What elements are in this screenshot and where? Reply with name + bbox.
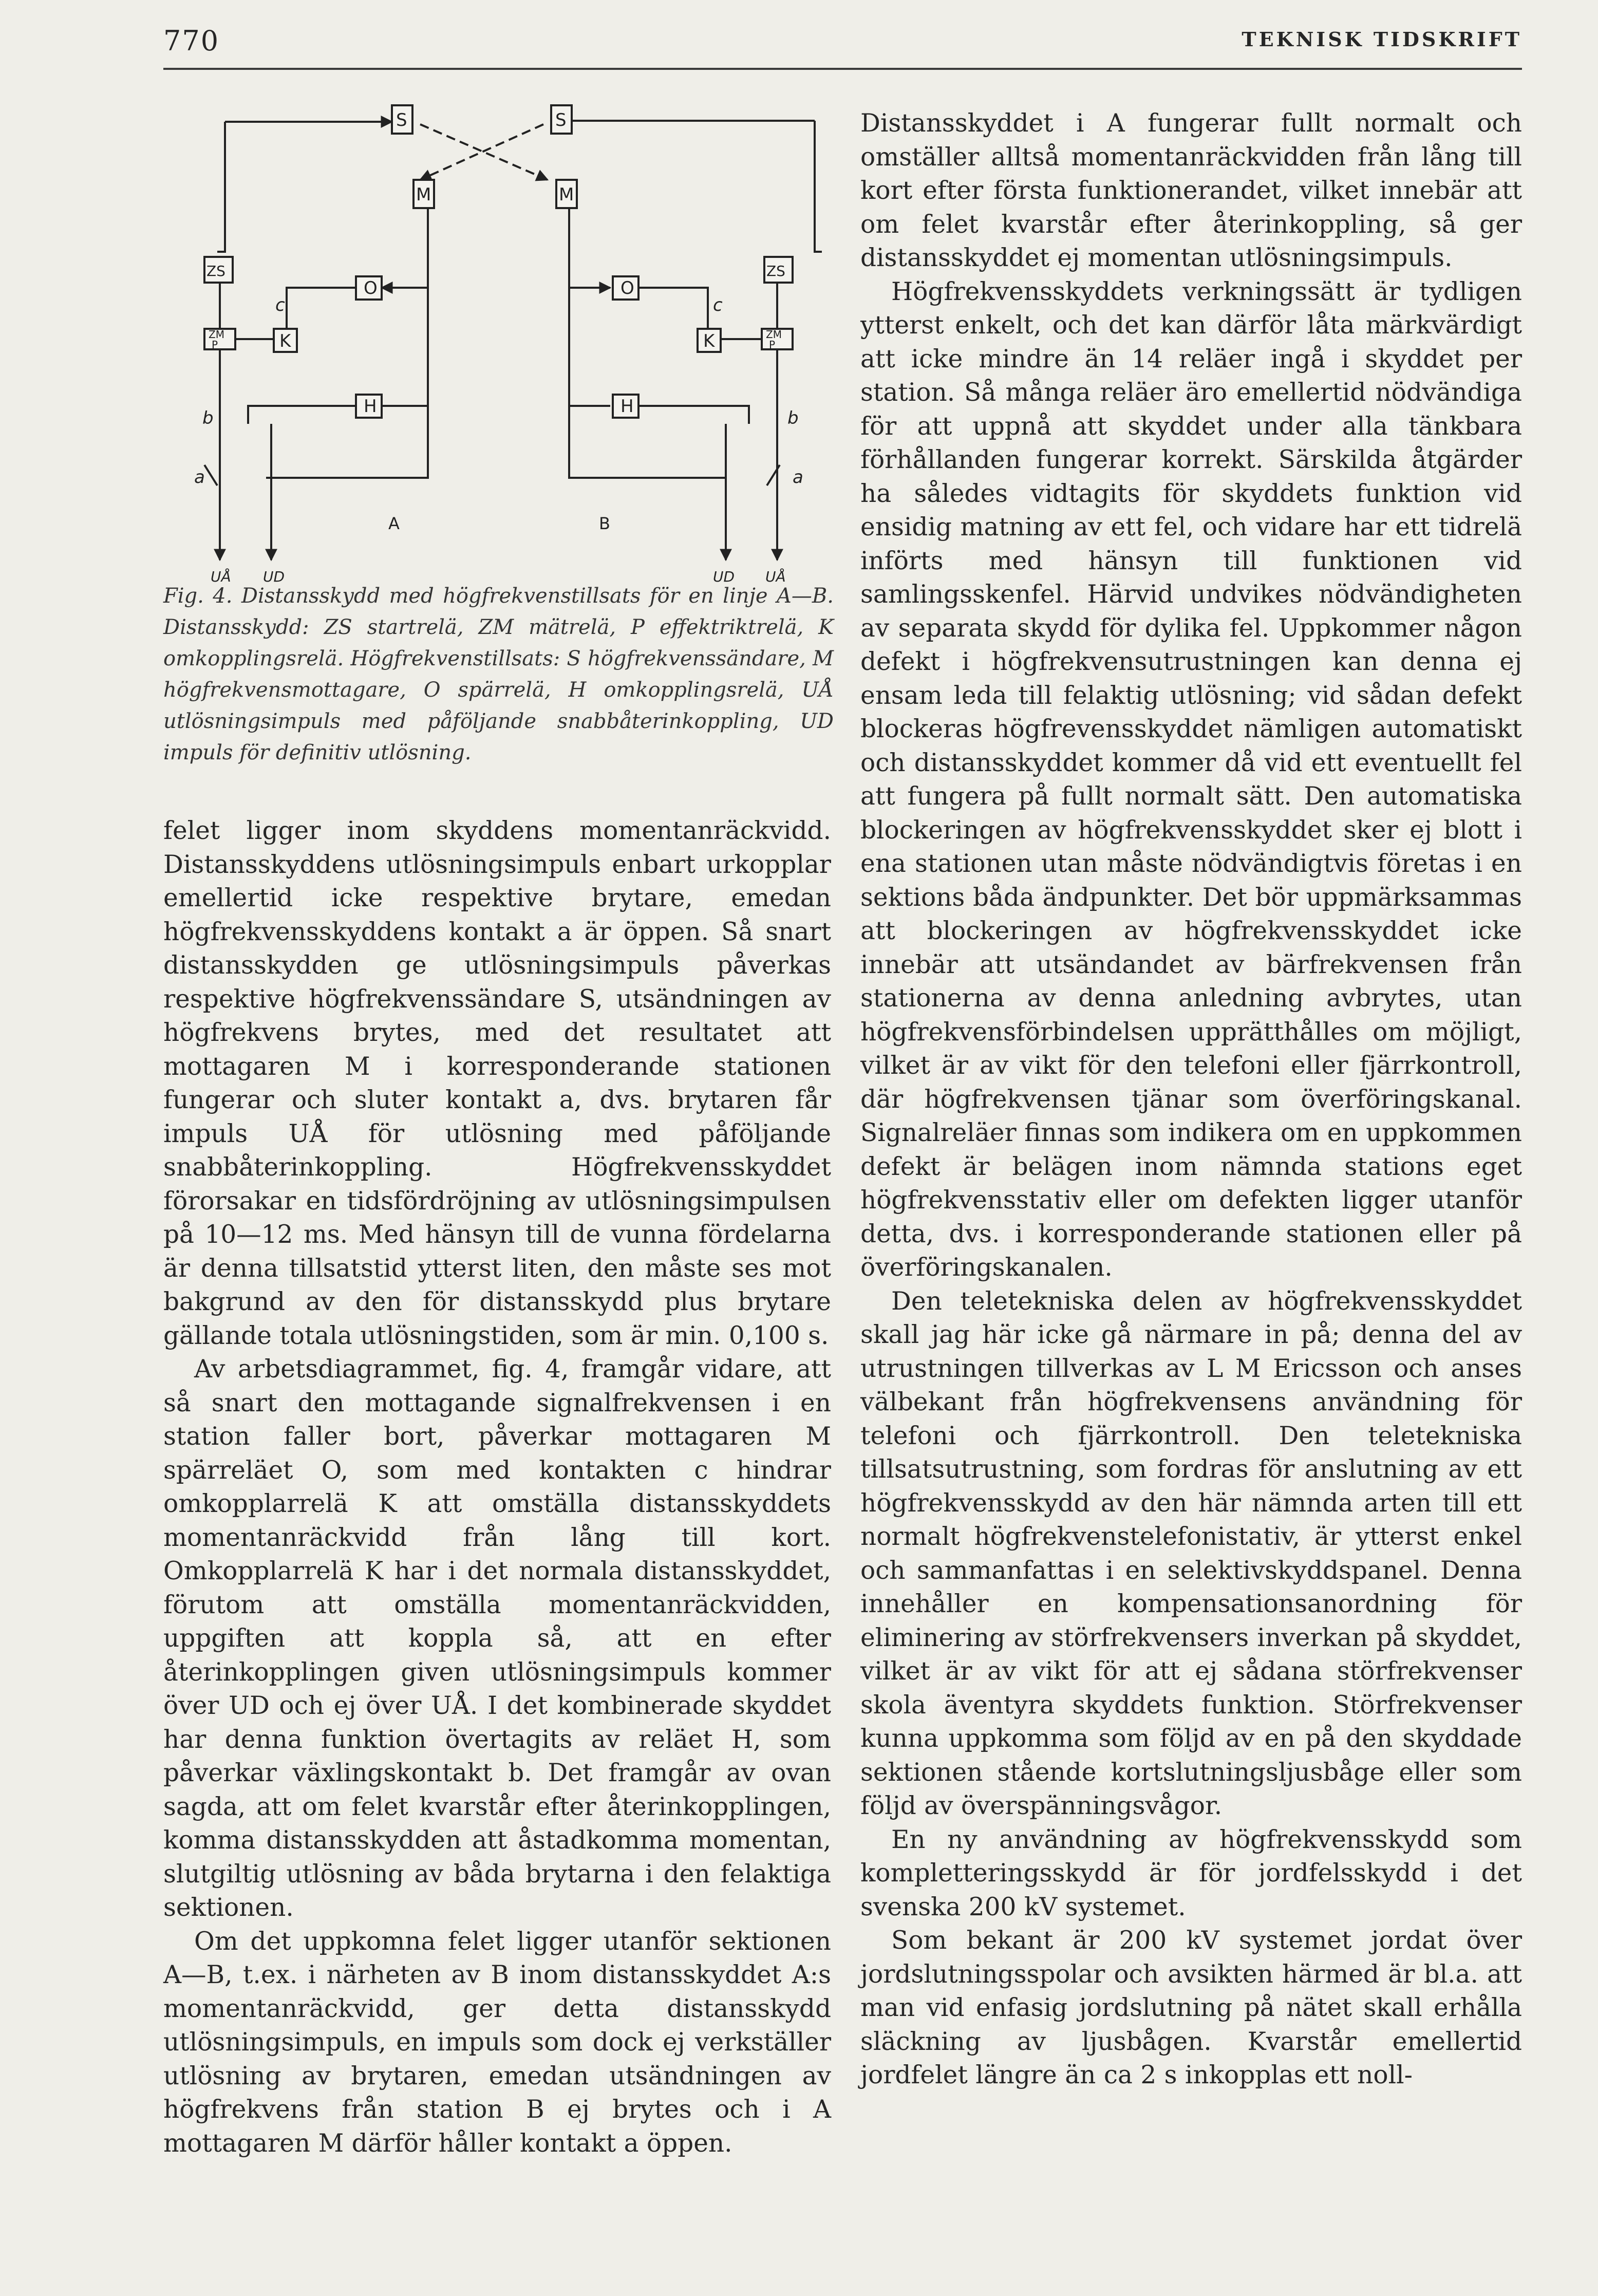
running-head: TEKNISK TIDSKRIFT (1242, 28, 1522, 51)
contact-a-symbol-a (204, 465, 217, 486)
label-station-a: A (388, 514, 400, 533)
label-c-b: c (713, 295, 723, 315)
header-rule (163, 68, 1522, 70)
wire-H-to-b-b (638, 406, 749, 424)
label-H-a: H (364, 396, 377, 417)
circuit-diagram (163, 82, 834, 596)
figure-caption: Fig. 4. Distansskydd med högfrekvenstillsats för en linje A—B. Distansskydd: ZS startrelä, ZM mätrelä, P effektriktrelä, K omkopplingsrelä. Högfrekvenstillsats: S högfrekvenssändare, M högfrekvensmottagare, O spärrelä, H omkopplingsrelä, UÅ utlösningsimpuls med påföljande snabbåterinkoppling, UD impuls för definitiv utlösning. (163, 584, 834, 764)
paragraph: Högfrekvensskyddets verkningssätt är tydligen ytterst enkelt, och det kan därför låta märkvärdigt att icke mindre än 14 reläer ingå i skyddet per station. Så många reläer äro emellertid nödvändiga för att uppnå att skyddet under alla tänkbara förhållanden fungerar korrekt. Särskilda åtgärder ha således vidtagits för skyddets funktion vid ensidig matning av ett fel, och vidare har ett tidrelä införts med hänsyn till funktionen vid samlingsskenfel. Härvid undvikes nödvändigheten av separata skydd för dylika fel. Uppkommer någon defekt i högfrekvensutrustningen kan denna ej ensam leda till felaktig utlösning; vid sådan defekt blockeras högfrevensskyddet nämligen automatiskt och distansskyddet kommer då vid ett eventuellt fel att fungera på fullt normalt sätt. Den automatiska blockeringen av högfrekvensskyddet sker ej blott i ena stationen utan måste nödvändigtvis företas i en sektions båda ändpunkter. Det bör uppmärksammas att blockeringen av högfrekvensskyddet icke innebär att utsändandet av bärfrekvensen från stationerna av denna anledning avbrytes, utan högfrekvensförbindelsen upprätthålles om möjligt, vilket är av vikt för den telefoni eller fjärrkontroll, där högfrekvensen tjänar som överföringskanal. Signalreläer finnas som indikera om en uppkommen defekt är belägen inom nämnda stations eget högfrekvensstativ eller om defekten ligger utanför detta, dvs. i korresponderande stationen eller på överföringskanalen. (860, 277, 1522, 1282)
paragraph: Om det uppkomna felet ligger utanför sektionen A—B, t.ex. i närheten av B inom distansskyddet A:s momentanräckvidd, ger detta distansskydd utlösningsimpuls, en impuls som dock ej verkställer utlösning av brytaren, emedan utsändningen av högfrekvens från station B ej brytes och i A mottagaren M därför håller kontakt a öppen. (163, 1927, 831, 2158)
paragraph: En ny användning av högfrekvensskydd som kompletteringsskydd är för jordfelsskydd i det svenska 200 kV systemet. (860, 1825, 1522, 1921)
label-ZS-b: ZS (766, 263, 785, 279)
label-b-a: b (202, 408, 214, 428)
label-ZM-b: ZM (766, 328, 782, 341)
label-a-a: a (194, 467, 205, 488)
label-a-b: a (793, 467, 803, 488)
paragraph: Som bekant är 200 kV systemet jordat över jordslutningsspolar och avsikten härmed är bl.a. att man vid enfasig jordslutning på nätet skall erhålla släckning av ljusbågen. Kvarstår emellertid jordfelet längre än ca 2 s inkopplas ett noll- (860, 1926, 1522, 2089)
label-S-a: S (396, 110, 407, 130)
right-text-column (860, 107, 1522, 2093)
label-ud-a: UD (263, 568, 285, 585)
label-P-b: P (769, 339, 776, 351)
label-station-b: B (599, 514, 610, 533)
label-ua-a: UÅ (211, 568, 231, 585)
label-b-b: b (787, 408, 799, 428)
left-outer-wire (217, 122, 225, 252)
label-ZS-a: ZS (206, 263, 225, 279)
label-K-a: K (279, 331, 291, 351)
label-ud-b: UD (713, 568, 735, 585)
label-K-b: K (703, 331, 715, 351)
label-P-a: P (212, 339, 218, 351)
wire-O-to-c-b (638, 288, 708, 328)
paragraph: Den teletekniska delen av högfrekvensskyddet skall jag här icke gå närmare in på; denna del av utrustningen tillverkas av L M Ericsson och anses välbekant från högfrekvensens användning för telefoni och fjärrkontroll. Den teletekniska tillsatsutrustning, som fordras för anslutning av ett högfrekvensskydd av den här nämnda arten till ett normalt högfrekvenstelefonistativ, är ytterst enkel och sammanfattas i en selektivskyddspanel. Denna innehåller en kompensationsanordning för eliminering av störfrekvensers inverkan på skyddet, vilket är av vikt för att ej sådana störfrekvenser skola äventyra skyddets funktion. Störfrekvenser kunna uppkomma som följd av en på den skyddade sektionen stående kortslutningsljusbåge eller som följd av överspänningsvågor. (860, 1286, 1522, 1820)
label-S-b: S (555, 110, 567, 130)
label-ZM-a: ZM (209, 328, 224, 341)
wire-O-to-c-a (287, 288, 356, 328)
right-outer-wire (815, 121, 822, 252)
page-number: 770 (163, 25, 220, 57)
label-O-a: O (364, 278, 378, 298)
left-text-column (163, 814, 831, 2160)
wire-H-to-b-a (248, 406, 356, 424)
label-c-a: c (275, 295, 285, 315)
label-M-b: M (559, 184, 574, 205)
label-ua-b: UÅ (765, 568, 786, 585)
paragraph: Distansskyddet i A fungerar fullt normalt och omställer alltså momentanräckvidden från lång till kort efter första funktionerandet, vilket innebär att om felet kvarstår efter återinkoppling, så ger distansskyddet ej momentan utlösningsimpuls. (860, 109, 1522, 272)
paragraph: felet ligger inom skyddens momentanräckvidd. Distansskyddens utlösningsimpuls enbart urkopplar emellertid icke respektive brytare, emedan högfrekvensskyddens kontakt a är öppen. Så snart distansskydden ge utlösningsimpuls påverkas respektive högfrekvenssändare S, utsändningen av högfrekvens brytes, med det resultatet att mottagaren M i korresponderande stationen fungerar och sluter kontakt a, dvs. brytaren får impuls UÅ för utlösning med påföljande snabbåterinkoppling. Högfrekvensskyddet förorsakar en tidsfördröjning av utlösningsimpulsen på 10—12 ms. Med hänsyn till de vunna fördelarna är denna tillsatstid ytterst liten, den måste ses mot bakgrund av den för distansskydd plus brytare gällande totala utlösningstiden, som är min. 0,100 s. (163, 816, 831, 1350)
label-H-b: H (621, 396, 634, 417)
paragraph: Av arbetsdiagrammet, fig. 4, framgår vidare, att så snart den mottagande signalfrekvensen i en station faller bort, påverkar mottagaren M spärreläet O, som med kontakten c hindrar omkopplarrelä K att omställa distansskyddets momentanräckvidd från lång till kort. Omkopplarrelä K har i det normala distansskyddet, förutom att omställa momentanräckvidden, uppgiften att koppla så, att en efter återinkopplingen given utlösningsimpuls kommer över UD och ej över UÅ. I det kombinerade skyddet har denna funktion övertagits av reläet H, som påverkar växlingskontakt b. Det framgår av ovan sagda, att om felet kvarstår efter återinkopplingen, komma distansskydden att åstadkomma momentan, slutgiltig utlösning av båda brytarna i den felaktiga sektionen. (163, 1355, 831, 1922)
label-M-a: M (416, 184, 431, 205)
label-O-b: O (621, 278, 634, 298)
